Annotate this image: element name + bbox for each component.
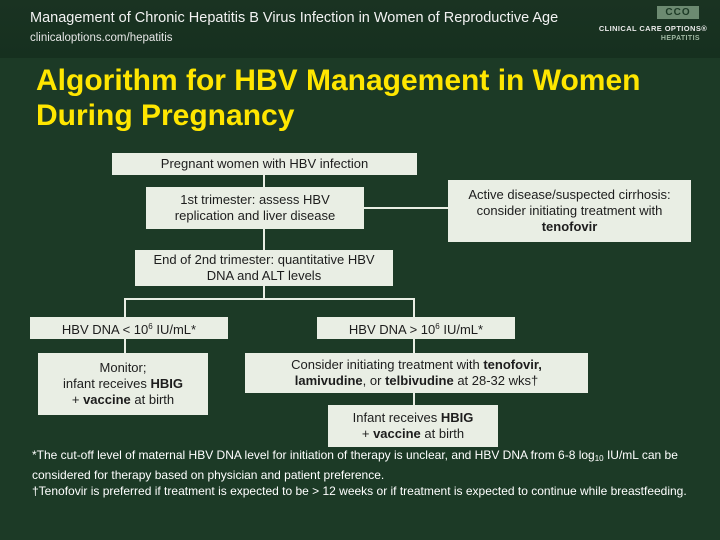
box-pregnant-women-text: Pregnant women with HBV infection	[160, 156, 369, 171]
box-pregnant-women	[112, 153, 417, 175]
connector-line	[124, 339, 126, 353]
box-infant	[328, 405, 498, 447]
box-infant-text: Infant receives HBIG + vaccine at birth	[352, 410, 474, 441]
connector-line	[124, 298, 126, 317]
slide-header	[0, 0, 720, 58]
box-consider-treatment-text: Consider initiating treatment with tenofovir, lamivudine, or telbivudine at 28-32 wks†	[291, 357, 542, 388]
box-second-trimester-text: End of 2nd trimester: quantitative HBV DNA and ALT levels	[153, 252, 375, 283]
footnotes	[32, 447, 702, 499]
box-active-disease	[448, 180, 691, 242]
box-dna-high	[317, 317, 515, 339]
box-active-disease-text: Active disease/suspected cirrhosis: consider initiating treatment with tenofovir	[468, 187, 671, 234]
box-consider-treatment	[245, 353, 588, 393]
footnote-tenofovir: †Tenofovir is preferred if treatment is expected to be > 12 weeks or if treatment is expected to continue while breastfeeding.	[32, 484, 687, 498]
connector-line	[413, 339, 415, 353]
drug-tenofovir: tenofovir	[541, 219, 598, 234]
connector-line	[124, 298, 414, 300]
connector-line	[413, 298, 415, 317]
header-title: Management of Chronic Hepatitis B Virus Infection in Women of Reproductive Age	[30, 10, 559, 26]
header-url: clinicaloptions.com/hepatitis	[30, 32, 173, 44]
box-first-trimester	[146, 187, 364, 229]
logo-brand-text: CLINICAL CARE OPTIONS®	[598, 24, 708, 33]
cco-logo-box: CCO	[657, 6, 699, 19]
logo-hepatitis-text: HEPATITIS	[660, 35, 700, 42]
box-dna-high-text: HBV DNA > $10^6$ IU/mL*	[348, 321, 484, 337]
box-monitor-text: Monitor; infant receives HBIG + vaccine at birth	[63, 360, 183, 407]
footnote-cutoff: *The cut-off level of maternal HBV DNA level for initiation of therapy is unclear, and HBV DNA from 6-8 $\log_{10} IU/mL$ can be considered for therapy based on physician and patient preference.	[32, 448, 678, 482]
connector-line	[263, 175, 265, 187]
box-monitor	[38, 353, 208, 415]
box-first-trimester-text: 1st trimester: assess HBV replication and liver disease	[174, 192, 336, 223]
box-dna-low-text: HBV DNA < $10^6$ IU/mL*	[61, 321, 197, 337]
slide-title: Algorithm for HBV Management in Women During Pregnancy	[36, 64, 641, 132]
box-second-trimester	[135, 250, 393, 286]
connector-line	[263, 229, 265, 250]
connector-line	[413, 393, 415, 405]
box-dna-low	[30, 317, 228, 339]
